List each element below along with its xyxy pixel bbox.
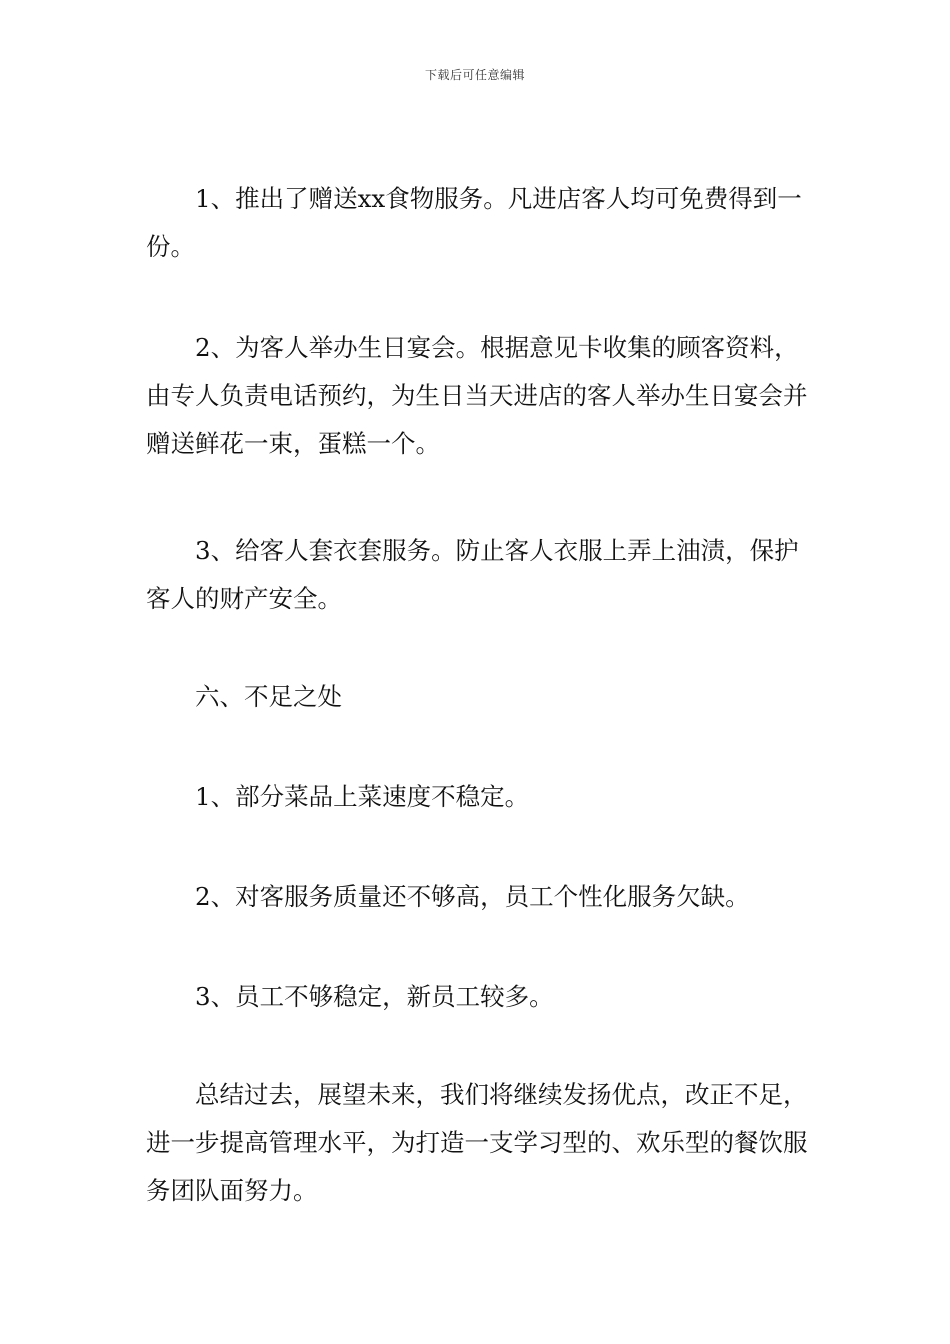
paragraph-text: 总结过去，展望未来，我们将继续发扬优点，改正不足，进一步提高管理水平，为打造一支学习型的、欢乐型的餐饮服务团队面努力。 bbox=[146, 1080, 808, 1205]
paragraph-text: 3、员工不够稳定，新员工较多。 bbox=[195, 982, 554, 1011]
paragraph-text: 1、部分菜品上菜速度不稳定。 bbox=[195, 782, 530, 811]
paragraph-service-2 bbox=[146, 324, 816, 468]
paragraph-shortcoming-3 bbox=[146, 973, 816, 1021]
section-heading: 六、不足之处 bbox=[195, 682, 342, 711]
paragraph-text: 2、对客服务质量还不够高，员工个性化服务欠缺。 bbox=[195, 882, 750, 911]
paragraph-service-3 bbox=[146, 527, 816, 623]
paragraph-text: 1、推出了赠送xx食物服务。凡进店客人均可免费得到一份。 bbox=[146, 184, 802, 261]
paragraph-shortcoming-1 bbox=[146, 773, 816, 821]
paragraph-conclusion bbox=[146, 1071, 816, 1215]
paragraph-text: 3、给客人套衣套服务。防止客人衣服上弄上油渍，保护客人的财产安全。 bbox=[146, 536, 799, 613]
paragraph-service-1 bbox=[146, 175, 816, 271]
paragraph-text: 2、为客人举办生日宴会。根据意见卡收集的顾客资料，由专人负责电话预约，为生日当天进店的客人举办生日宴会并赠送鲜花一束，蛋糕一个。 bbox=[146, 333, 808, 458]
section-heading-shortcomings bbox=[146, 673, 816, 721]
paragraph-shortcoming-2 bbox=[146, 873, 816, 921]
page-header: 下载后可任意编辑 bbox=[424, 68, 525, 82]
